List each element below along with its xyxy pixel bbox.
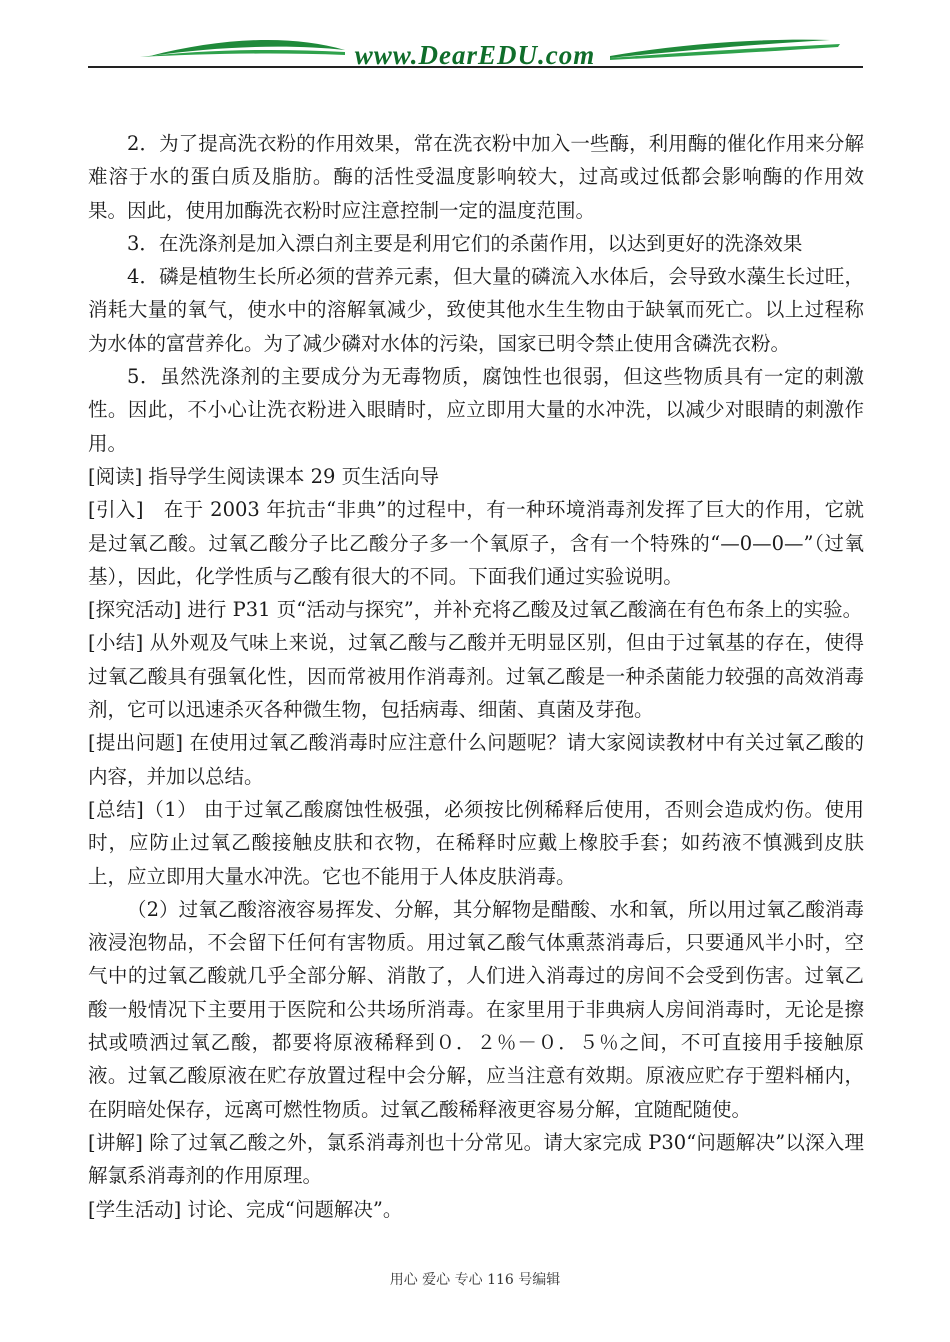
paragraph-student-activity: [学生活动] 讨论、完成“问题解决”。 [88,1197,403,1221]
paragraph-phosphorus: 4．磷是植物生长所必须的营养元素，但大量的磷流入水体后，会导致水藻生长过旺，消耗大量的氧气，使水中的溶解氧减少，致使其他水生生物由于缺氧而死亡。以上过程称为水体的富营养化。为了减少磷对水体的污染，国家已明令禁止使用含磷洗衣粉。 [88,265,864,355]
paragraph-enzyme: 2．为了提高洗衣粉的作用效果，常在洗衣粉中加入一些酶，利用酶的催化作用来分解难溶于水的蛋白质及脂肪。酶的活性受温度影响较大，过高或过低都会影响酶的作用效果。因此，使用加酶洗衣粉时应注意控制一定的温度范围。 [88,132,864,222]
paragraph-introduction: [引入] 在于 2003 年抗击“非典”的过程中，有一种环境消毒剂发挥了巨大的作用，它就是过氧乙酸。过氧乙酸分子比乙酸分子多一个氧原子，含有一个特殊的“—0—0—”（过氧基），因此，化学性质与乙酸有很大的不同。下面我们通过实验说明。 [88,498,864,588]
paragraph-reading: [阅读] 指导学生阅读课本 29 页生活向导 [88,464,440,488]
page-header [0,0,950,72]
paragraph-summary: [小结] 从外观及气味上来说，过氧乙酸与乙酸并无明显区别，但由于过氧基的存在，使得过氧乙酸具有强氧化性，因而常被用作消毒剂。过氧乙酸是一种杀菌能力较强的高效消毒剂，它可以迅速杀灭各种微生物，包括病毒、细菌、真菌及芽孢。 [88,631,864,722]
paragraph-bleach: 3．在洗涤剂是加入漂白剂主要是利用它们的杀菌作用，以达到更好的洗涤效果 [127,231,803,255]
site-url-logo: www.DearEDU.com [354,40,596,70]
page-footer: 用心 爱心 专心 116 号编辑 [389,1272,561,1288]
document-body [88,127,864,1226]
paragraph-conclusion-1: [总结]（1） 由于过氧乙酸腐蚀性极强，必须按比例稀释后使用，否则会造成灼伤。使用时，应防止过氧乙酸接触皮肤和衣物，在稀释时应戴上橡胶手套；如药液不慎溅到皮肤上，应立即用大量水冲洗。它也不能用于人体皮肤消毒。 [88,797,864,888]
header-divider [88,66,863,68]
paragraph-question: [提出问题] 在使用过氧乙酸消毒时应注意什么问题呢？请大家阅读教材中有关过氧乙酸的内容，并加以总结。 [88,731,864,788]
paragraph-activity: [探究活动] 进行 P31 页“活动与探究”，并补充将乙酸及过氧乙酸滴在有色布条上的实验。 [88,598,863,622]
paragraph-conclusion-2: （2）过氧乙酸溶液容易挥发、分解，其分解物是醋酸、水和氧，所以用过氧乙酸消毒液浸泡物品，不会留下任何有害物质。用过氧乙酸气体熏蒸消毒后，只要通风半小时，空气中的过氧乙酸就几乎全部分解、消散了，人们进入消毒过的房间不会受到伤害。过氧乙酸一般情况下主要用于医院和公共场所消毒。在家里用于非典病人房间消毒时，无论是擦拭或喷洒过氧乙酸，都要将原液稀释到０．２％－０．５％之间，不可直接用手接触原液。过氧乙酸原液在贮存放置过程中会分解，应当注意有效期。原液应贮存于塑料桶内，在阴暗处保存，远离可燃性物质。过氧乙酸稀释液更容易分解，宜随配随使。 [88,897,864,1121]
paragraph-irritation: 5．虽然洗涤剂的主要成分为无毒物质，腐蚀性也很弱，但这些物质具有一定的刺激性。因此，不小心让洗衣粉进入眼睛时，应立即用大量的水冲洗，以减少对眼睛的刺激作用。 [88,365,864,455]
paragraph-explanation: [讲解] 除了过氧乙酸之外，氯系消毒剂也十分常见。请大家完成 P30“问题解决”以深入理解氯系消毒剂的作用原理。 [88,1130,864,1188]
